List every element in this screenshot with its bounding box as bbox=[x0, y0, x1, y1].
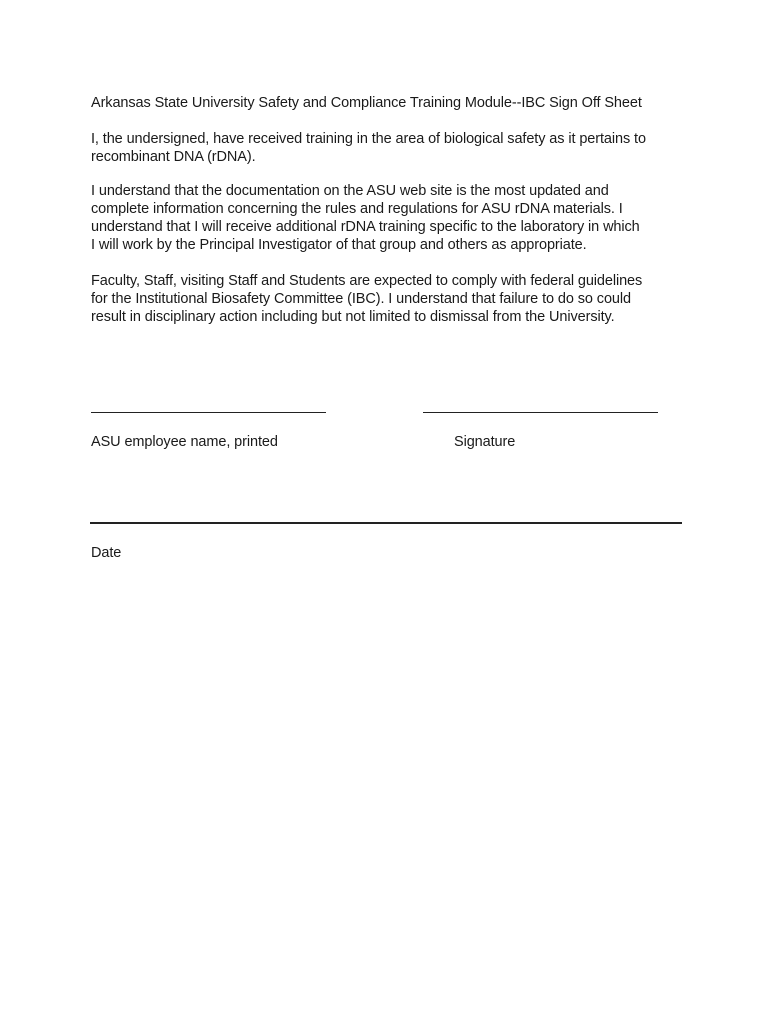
document-title: Arkansas State University Safety and Compliance Training Module--IBC Sign Off Sheet bbox=[91, 95, 642, 111]
paragraph-line: recombinant DNA (rDNA). bbox=[91, 149, 256, 165]
employee-name-label: ASU employee name, printed bbox=[91, 434, 278, 450]
paragraph-line: complete information concerning the rules and regulations for ASU rDNA materials. I bbox=[91, 201, 623, 217]
signature-line[interactable] bbox=[423, 412, 658, 413]
documentation-paragraph bbox=[91, 182, 691, 254]
date-line[interactable] bbox=[90, 522, 682, 524]
compliance-paragraph bbox=[91, 272, 691, 326]
training-statement-paragraph bbox=[91, 130, 691, 166]
signature-label: Signature bbox=[454, 434, 516, 450]
date-label: Date bbox=[91, 545, 122, 561]
paragraph-line: I understand that the documentation on the ASU web site is the most updated and bbox=[91, 183, 609, 199]
paragraph-line: Faculty, Staff, visiting Staff and Students are expected to comply with federal guidelines bbox=[91, 273, 643, 289]
paragraph-line: I, the undersigned, have received training in the area of biological safety as it pertains to bbox=[91, 131, 646, 147]
employee-name-line[interactable] bbox=[91, 412, 326, 413]
paragraph-line: I will work by the Principal Investigator of that group and others as appropriate. bbox=[91, 237, 587, 253]
paragraph-line: for the Institutional Biosafety Committee (IBC). I understand that failure to do so could bbox=[91, 291, 631, 307]
paragraph-line: result in disciplinary action including but not limited to dismissal from the University. bbox=[91, 309, 615, 325]
paragraph-line: understand that I will receive additional rDNA training specific to the laboratory in which bbox=[91, 219, 640, 235]
